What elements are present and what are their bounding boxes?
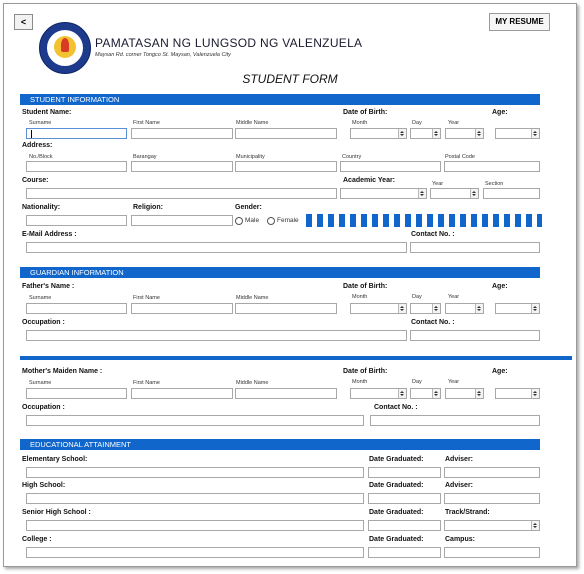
father-day-sublabel: Day [412,294,422,300]
fathers-name-label: Father's Name : [22,283,75,290]
father-middle-name-sublabel: Middle Name [236,295,269,301]
mother-first-name-sublabel: First Name [133,380,160,386]
nationality-input[interactable] [26,215,127,226]
father-age-label: Age: [492,283,508,290]
country-sublabel: Country [342,154,362,160]
gender-female-radio[interactable] [267,217,275,225]
father-month-sublabel: Month [352,294,368,300]
student-surname-input[interactable] [26,128,127,139]
track-strand-stepper[interactable] [444,520,540,531]
college-label: College : [22,536,52,543]
gender-label: Gender: [235,204,262,211]
senior-high-date-graduated-label: Date Graduated: [369,509,424,516]
senior-high-school-input[interactable] [26,520,364,531]
seal-year: 2002 [59,61,71,67]
address-municipality-input[interactable] [235,161,337,172]
my-resume-button[interactable]: MY RESUME [489,13,550,31]
mother-month-stepper[interactable] [350,388,407,399]
gender-male-radio[interactable] [235,217,243,225]
section-input[interactable] [483,188,540,199]
mother-age-stepper[interactable] [495,388,540,399]
university-seal-logo [39,22,91,74]
religion-label: Religion: [133,204,163,211]
father-middle-name-input[interactable] [235,303,337,314]
high-school-date-graduated-input[interactable] [368,493,441,504]
father-first-name-sublabel: First Name [133,295,160,301]
religion-input[interactable] [131,215,233,226]
track-strand-label: Track/Strand: [445,509,490,516]
academic-year-end-stepper[interactable] [430,188,479,199]
father-year-stepper[interactable] [445,303,484,314]
father-contact-label: Contact No. : [411,319,455,326]
mother-first-name-input[interactable] [131,388,233,399]
father-occupation-input[interactable] [26,330,407,341]
high-school-label: High School: [22,482,66,489]
section-student-information: STUDENT INFORMATION [20,94,540,105]
college-date-graduated-label: Date Graduated: [369,536,424,543]
student-middle-name-input[interactable] [235,128,337,139]
student-month-sublabel: Month [352,120,368,126]
student-day-sublabel: Day [412,120,422,126]
mother-year-stepper[interactable] [445,388,484,399]
father-contact-input[interactable] [410,330,540,341]
mother-year-sublabel: Year [448,379,460,385]
course-input[interactable] [26,188,337,199]
section-guardian-information: GUARDIAN INFORMATION [20,267,540,278]
mother-day-sublabel: Day [412,379,422,385]
mother-middle-name-sublabel: Middle Name [236,380,269,386]
decorative-stripe-bar [306,214,542,227]
mother-contact-input[interactable] [370,415,540,426]
form-title: STUDENT FORM [242,72,338,86]
student-year-sublabel: Year [448,120,460,126]
address-postal-code-input[interactable] [444,161,540,172]
student-contact-label: Contact No. : [411,231,455,238]
section-educational-attainment: EDUCATIONAL ATTAINMENT [20,439,540,450]
elementary-school-label: Elementary School: [22,456,88,463]
senior-high-school-label: Senior High School : [22,509,91,516]
high-school-adviser-label: Adviser: [445,482,474,489]
middle-name-sublabel: Middle Name [236,120,269,126]
student-first-name-input[interactable] [131,128,233,139]
mother-surname-input[interactable] [26,388,127,399]
father-month-stepper[interactable] [350,303,407,314]
academic-year-start-stepper[interactable] [340,188,427,199]
address-barangay-input[interactable] [131,161,233,172]
father-occupation-label: Occupation : [22,319,65,326]
first-name-sublabel: First Name [133,120,160,126]
email-label: E-Mail Address : [22,231,77,238]
student-age-stepper[interactable] [495,128,540,139]
student-name-label: Student Name: [22,109,72,116]
elementary-date-graduated-input[interactable] [368,467,441,478]
mothers-name-label: Mother's Maiden Name : [22,368,103,375]
surname-sublabel: Surname [29,120,52,126]
high-school-date-graduated-label: Date Graduated: [369,482,424,489]
academic-year-sublabel: Year [432,181,444,187]
father-first-name-input[interactable] [131,303,233,314]
back-button[interactable]: < [14,14,33,30]
student-age-label: Age: [492,109,508,116]
mother-age-label: Age: [492,368,508,375]
section-divider-bar [20,356,572,360]
mother-middle-name-input[interactable] [235,388,337,399]
student-day-stepper[interactable] [410,128,441,139]
gender-female-label: Female [277,217,299,224]
email-input[interactable] [26,242,407,253]
student-dob-label: Date of Birth: [343,109,388,116]
university-address: Maysan Rd. corner Tongco St. Maysan, Valenzuela City [95,52,231,58]
father-age-stepper[interactable] [495,303,540,314]
address-no-block-input[interactable] [26,161,127,172]
high-school-adviser-input[interactable] [444,493,540,504]
address-country-input[interactable] [340,161,441,172]
elementary-adviser-input[interactable] [444,467,540,478]
barangay-sublabel: Barangay [133,154,157,160]
elementary-date-graduated-label: Date Graduated: [369,456,424,463]
mother-dob-label: Date of Birth: [343,368,388,375]
student-contact-input[interactable] [410,242,540,253]
father-day-stepper[interactable] [410,303,441,314]
mother-occupation-input[interactable] [26,415,364,426]
nationality-label: Nationality: [22,204,61,211]
college-date-graduated-input[interactable] [368,547,441,558]
mother-month-sublabel: Month [352,379,368,385]
father-dob-label: Date of Birth: [343,283,388,290]
no-block-sublabel: No./Block [29,154,53,160]
father-surname-sublabel: Surname [29,295,52,301]
elementary-adviser-label: Adviser: [445,456,474,463]
campus-input[interactable] [444,547,540,558]
college-input[interactable] [26,547,364,558]
elementary-school-input[interactable] [26,467,364,478]
student-year-stepper[interactable] [445,128,484,139]
campus-label: Campus: [445,536,475,543]
father-surname-input[interactable] [26,303,127,314]
mother-surname-sublabel: Surname [29,380,52,386]
address-label: Address: [22,142,53,149]
senior-high-date-graduated-input[interactable] [368,520,441,531]
mother-occupation-label: Occupation : [22,404,65,411]
student-form-window [3,3,577,567]
father-year-sublabel: Year [448,294,460,300]
course-label: Course: [22,177,49,184]
municipality-sublabel: Municipality [236,154,265,160]
postal-code-sublabel: Postal Code [445,154,475,160]
gender-male-label: Male [245,217,260,224]
university-name: PAMATASAN NG LUNGSOD NG VALENZUELA [95,36,363,50]
high-school-input[interactable] [26,493,364,504]
mother-day-stepper[interactable] [410,388,441,399]
mother-contact-label: Contact No. : [374,404,418,411]
student-month-stepper[interactable] [350,128,407,139]
section-sublabel: Section [485,181,504,187]
academic-year-label: Academic Year: [343,177,396,184]
